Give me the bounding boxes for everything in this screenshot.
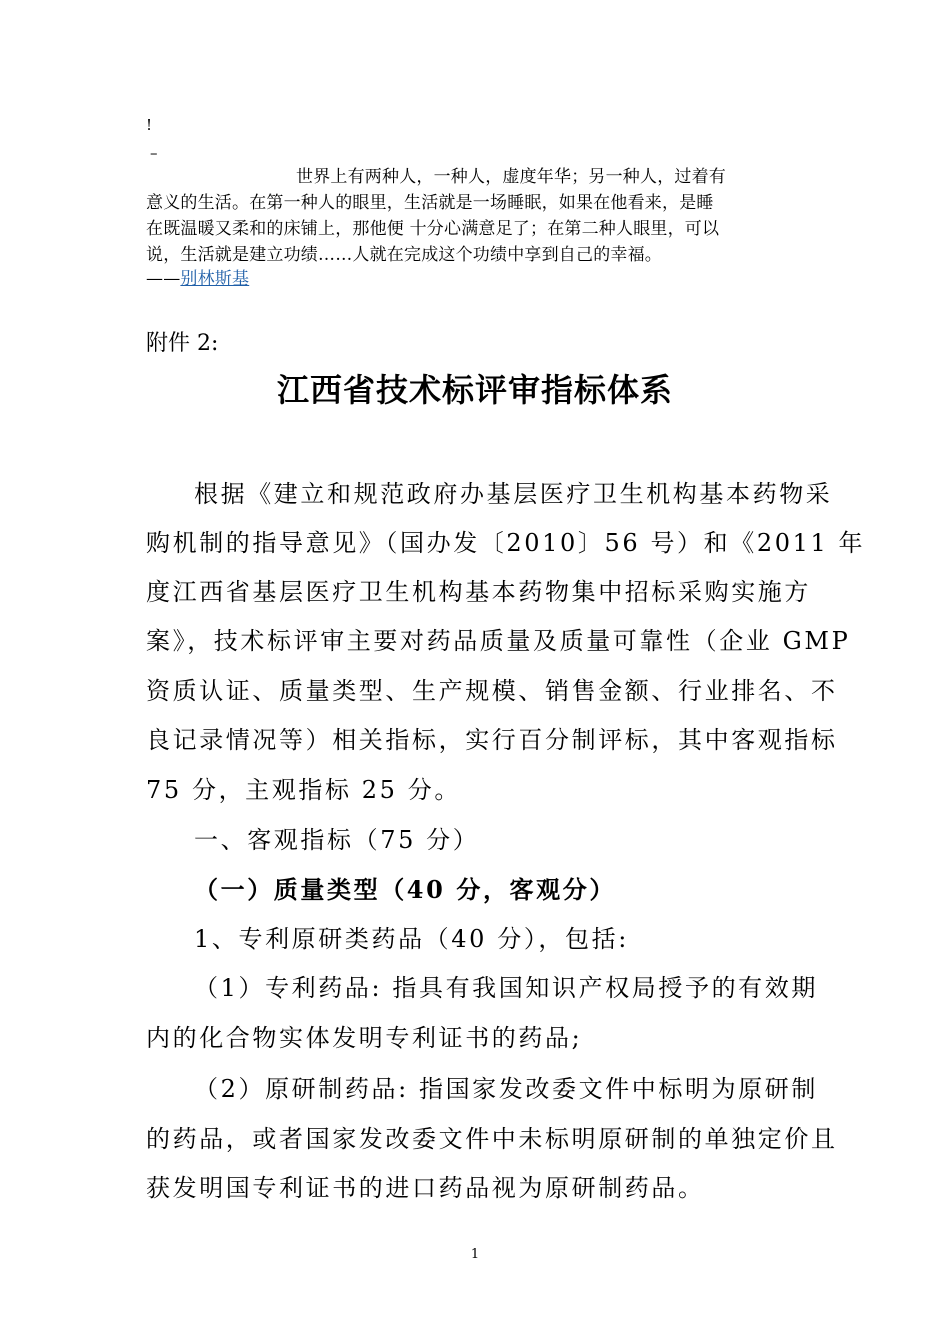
paragraph-line-7: 75 分，主观指标 25 分。 [146, 776, 461, 804]
exclamation-mark: ! [146, 116, 153, 134]
item-1-1-line-1: （1）专利药品: 指具有我国知识产权局授予的有效期 [194, 974, 818, 1002]
annex-label: 附件 2: [146, 331, 219, 356]
dash-mark: – [150, 144, 158, 162]
quote-line-3: 在既温暖又柔和的床铺上，那他便 十分心满意足了；在第二种人眼里，可以 [146, 219, 720, 239]
paragraph-line-5: 资质认证、质量类型、生产规模、销售金额、行业排名、不 [146, 677, 838, 705]
document-title: 江西省技术标评审指标体系 [276, 371, 673, 409]
section-one-heading: 一、客观指标（75 分） [194, 826, 480, 854]
item-one: 1、专利原研类药品（40 分），包括: [194, 925, 629, 953]
paragraph-line-6: 良记录情况等）相关指标，实行百分制评标，其中客观指标 [146, 726, 838, 754]
paragraph-line-3: 度江西省基层医疗卫生机构基本药物集中招标采购实施方 [146, 578, 811, 606]
paragraph-line-1: 根据《建立和规范政府办基层医疗卫生机构基本药物采 [194, 480, 833, 508]
quote-line-2: 意义的生活。在第一种人的眼里，生活就是一场睡眠，如果在他看来，是睡 [146, 193, 714, 213]
item-1-1-line-2: 内的化合物实体发明专利证书的药品; [146, 1024, 583, 1052]
paragraph-line-4: 案》，技术标评审主要对药品质量及质量可靠性（企业 GMP [146, 627, 851, 655]
paragraph-line-2: 购机制的指导意见》（国办发〔2010〕56 号）和《2011 年 [146, 529, 866, 557]
subsection-one-heading: （一）质量类型（40 分，客观分） [194, 875, 616, 904]
item-1-2-line-3: 获发明国专利证书的进口药品视为原研制药品。 [146, 1174, 705, 1202]
quote-line-4: 说，生活就是建立功绩……人就在完成这个功绩中享到自己的幸福。 [146, 245, 662, 265]
quote-attribution [146, 264, 249, 289]
item-1-2-line-2: 的药品，或者国家发改委文件中未标明原研制的单独定价且 [146, 1125, 838, 1153]
page-number: 1 [470, 1247, 480, 1262]
author-link[interactable]: 别林斯基 [180, 269, 250, 289]
quote-line-1: 世界上有两种人，一种人，虚度年华；另一种人，过着有 [296, 167, 726, 187]
attribution-prefix: —— [146, 269, 181, 289]
item-1-2-line-1: （2）原研制药品: 指国家发改委文件中标明为原研制 [194, 1075, 818, 1103]
